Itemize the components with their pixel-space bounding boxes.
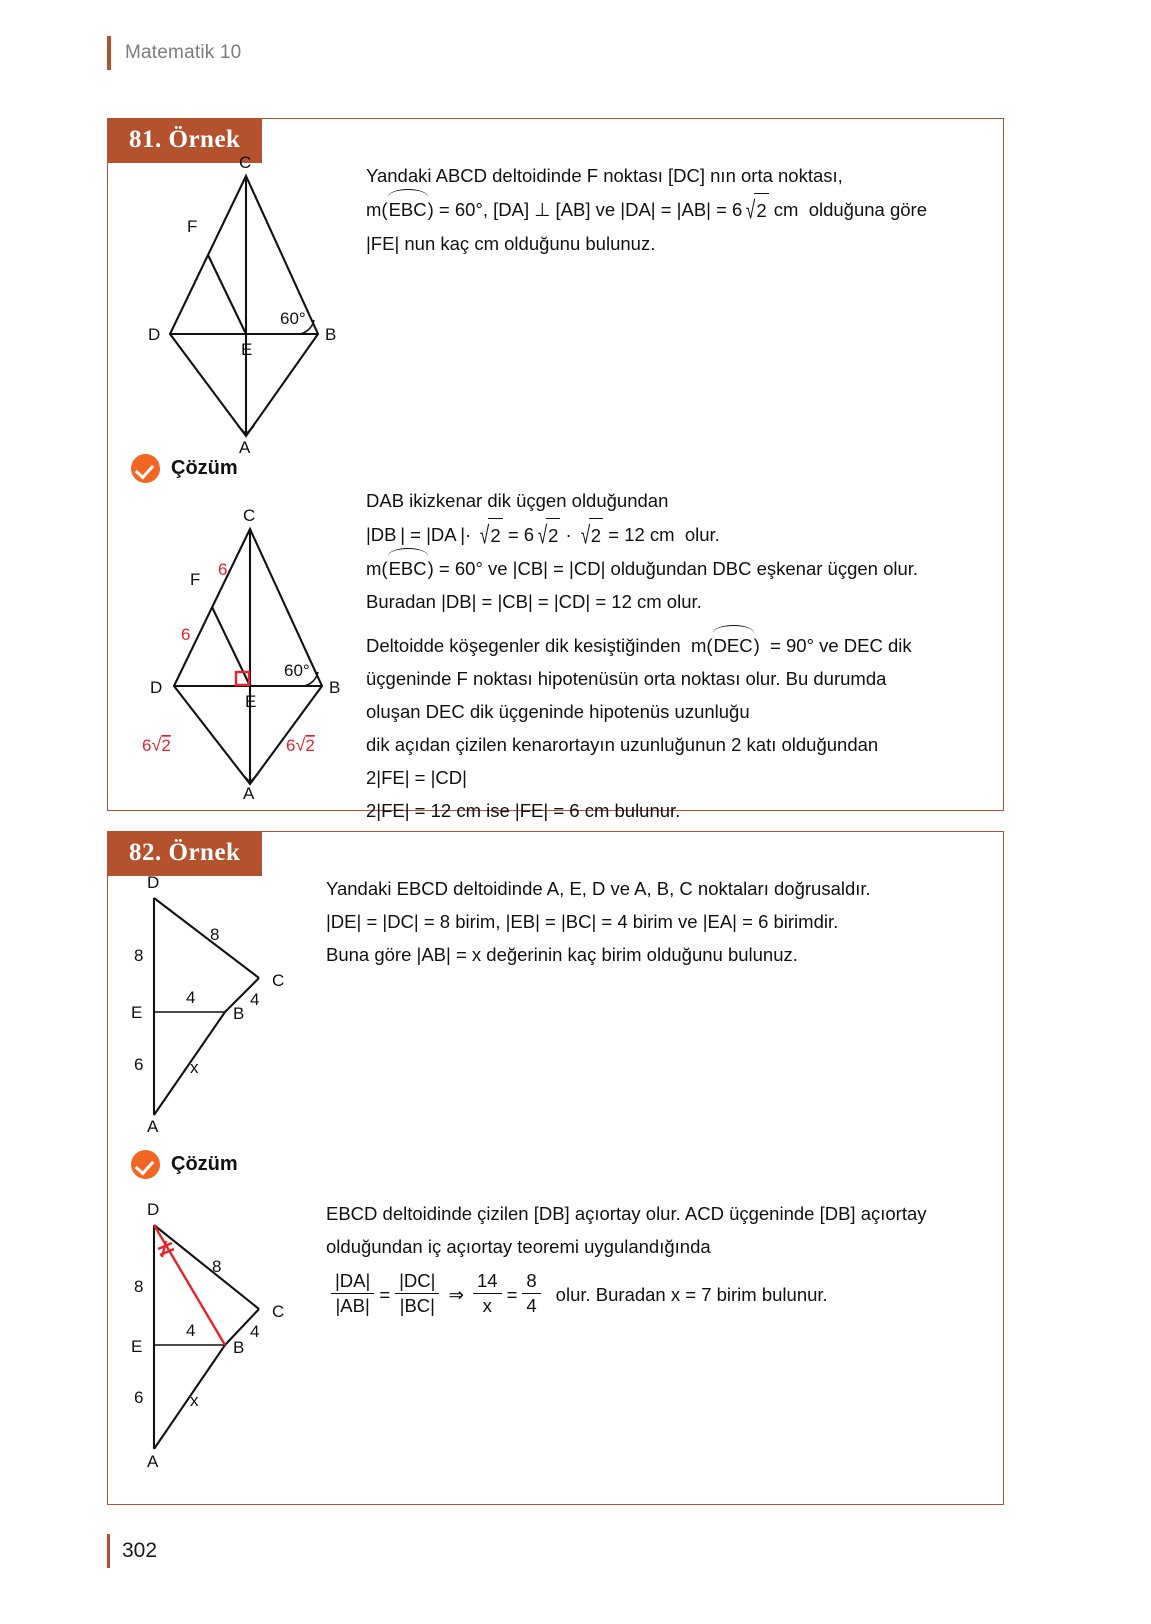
figure-81q-label-A: A (239, 438, 251, 457)
fraction-DC-BC (395, 1270, 439, 1317)
solution-marker-82 (131, 1150, 238, 1179)
figure-82q-label-B: B (233, 1004, 245, 1023)
figure-82s-edge-AB: x (190, 1391, 199, 1410)
figure-82q-label-A: A (147, 1117, 159, 1136)
page-number: 302 (122, 1539, 158, 1562)
equals-sign-2: = (506, 1283, 518, 1305)
example-81-solution-text (366, 484, 998, 827)
fraction-DA-AB (331, 1270, 374, 1317)
s81-line-10: 2|FE| = 12 cm ise |FE| = 6 cm bulunur. (366, 800, 681, 821)
figure-81q-label-C: C (239, 153, 252, 172)
frac2-denominator: |BC| (395, 1293, 439, 1317)
figure-81s-label-E: E (245, 692, 257, 711)
figure-81q-label-B: B (325, 325, 337, 344)
header-accent-bar (107, 36, 111, 70)
figure-81s-angle-label: 60° (284, 661, 310, 680)
figure-82q-label-D: D (147, 873, 160, 892)
example-badge-82: 82. Örnek (107, 831, 262, 876)
figure-82q-label-E: E (131, 1003, 143, 1022)
figure-82q-edge-DE: 8 (134, 946, 144, 965)
frac1-denominator: |AB| (331, 1293, 374, 1317)
figure-81s-label-D: D (150, 678, 163, 697)
example-box-81 (107, 118, 1004, 821)
equals-sign-1: = (379, 1283, 391, 1305)
check-circle-icon (131, 454, 160, 483)
frac4-numerator: 8 (526, 1270, 537, 1291)
figure-81q-angle-label: 60° (280, 309, 306, 328)
figure-81s-label-A: A (243, 784, 255, 803)
figure-82q-edge-DC: 8 (210, 925, 220, 944)
s82-line-2: olduğundan iç açıortay teoremi uygulandığında (326, 1236, 711, 1257)
s81-line-1: DAB ikizkenar dik üçgen olduğundan (366, 490, 669, 511)
q81-line-1: Yandaki ABCD deltoidinde F noktası [DC] nın orta noktası, (366, 165, 843, 186)
s81-line-4: Buradan |DB| = |CB| = |CD| = 12 cm olur. (366, 591, 702, 612)
figure-81s-red-label-2: 6 (181, 625, 191, 644)
figure-82s-edge-DE: 8 (134, 1277, 144, 1296)
implies-arrow: ⇒ (448, 1283, 464, 1305)
figure-81s-label-B: B (329, 678, 341, 697)
figure-82s-edge-EB: 4 (186, 1321, 196, 1340)
figure-81s-label-C: C (243, 506, 256, 525)
q81-line-2: m(EBC) = 60°, [DA] ⊥ [AB] ve |DA| = |AB| = 6 √2 cm olduğuna göre (366, 192, 991, 227)
s81-line-6: üçgeninde F noktası hipotenüsün orta noktası olur. Bu durumda (366, 668, 887, 689)
s82-line-1: EBCD deltoidinde çizilen [DB] açıortay olur. ACD üçgeninde [DB] açıortay (326, 1203, 927, 1224)
equation-tail: olur. Buradan x = 7 birim bulunur. (555, 1283, 828, 1305)
q82-line-2: |DE| = |DC| = 8 birim, |EB| = |BC| = 4 birim ve |EA| = 6 birimdir. (326, 911, 839, 932)
figure-81s-red-label-3: 6√2 (142, 735, 171, 755)
figure-82q-edge-AB: x (190, 1058, 199, 1077)
figure-81-question (128, 153, 368, 457)
figure-81s-red-label-1: 6 (218, 560, 228, 579)
figure-82-question (126, 870, 336, 1135)
figure-81q-label-D: D (148, 325, 161, 344)
figure-81-solution (126, 504, 376, 803)
figure-81q-label-F: F (187, 217, 198, 236)
s81-line-5: Deltoidde köşegenler dik kesiştiğinden m(DEC) = 90° ve DEC dik (366, 629, 998, 662)
frac1-numerator: |DA| (335, 1270, 371, 1291)
example-81-question-text (366, 159, 991, 260)
figure-81s-label-F: F (190, 570, 201, 589)
figure-82q-edge-CB: 4 (250, 990, 260, 1009)
figure-82s-label-C: C (272, 1302, 285, 1321)
frac2-numerator: |DC| (399, 1270, 436, 1291)
figure-82s-label-B: B (233, 1338, 245, 1357)
solution-label-81: Çözüm (171, 457, 238, 479)
example-82-solution-text (326, 1197, 1011, 1318)
q82-line-1: Yandaki EBCD deltoidinde A, E, D ve A, B, C noktaları doğrusaldır. (326, 878, 871, 899)
figure-82s-label-A: A (147, 1452, 159, 1471)
s81-line-7: oluşan DEC dik üçgeninde hipotenüs uzunluğu (366, 701, 750, 722)
frac3-denominator: x (473, 1293, 502, 1317)
s81-line-9: 2|FE| = |CD| (366, 767, 467, 788)
fraction-8-4 (522, 1270, 540, 1317)
frac4-denominator: 4 (522, 1293, 540, 1317)
solution-label-82: Çözüm (171, 1153, 238, 1175)
q81-line-3: |FE| nun kaç cm olduğunu bulunuz. (366, 233, 656, 254)
figure-82q-edge-EA: 6 (134, 1055, 144, 1074)
figure-82s-edge-CB: 4 (250, 1322, 260, 1341)
s81-line-8: dik açıdan çizilen kenarortayın uzunluğunun 2 katı olduğundan (366, 734, 879, 755)
q82-line-3: Buna göre |AB| = x değerinin kaç birim olduğunu bulunuz. (326, 944, 798, 965)
header-title: Matematik 10 (125, 42, 242, 63)
figure-82q-edge-EB: 4 (186, 988, 196, 1007)
s81-line-3: m(EBC) = 60° ve |CB| = |CD| olduğundan DBC eşkenar üçgen olur. (366, 552, 998, 585)
footer-accent-bar (107, 1534, 110, 1568)
figure-82q-label-C: C (272, 971, 285, 990)
page-footer (107, 1534, 157, 1568)
s82-equation (326, 1271, 1011, 1318)
s81-line-2: |DB | = |DA |· √2 = 6 √2 · √2 = 12 cm olur. (366, 517, 998, 552)
figure-82s-edge-EA: 6 (134, 1388, 144, 1407)
figure-81q-label-E: E (241, 340, 253, 359)
figure-82-solution (126, 1197, 336, 1472)
solution-marker-81 (131, 454, 238, 483)
figure-82s-edge-DC: 8 (212, 1257, 222, 1276)
frac3-numerator: 14 (476, 1270, 498, 1291)
example-box-82 (107, 831, 1004, 1505)
check-circle-icon (131, 1150, 160, 1179)
example-badge-81: 81. Örnek (107, 118, 262, 163)
figure-82s-label-D: D (147, 1200, 160, 1219)
page-header (107, 36, 241, 70)
fraction-14-x (473, 1270, 502, 1317)
figure-82s-label-E: E (131, 1337, 143, 1356)
figure-81s-red-label-4: 6√2 (286, 735, 315, 755)
example-82-question-text (326, 872, 1006, 971)
